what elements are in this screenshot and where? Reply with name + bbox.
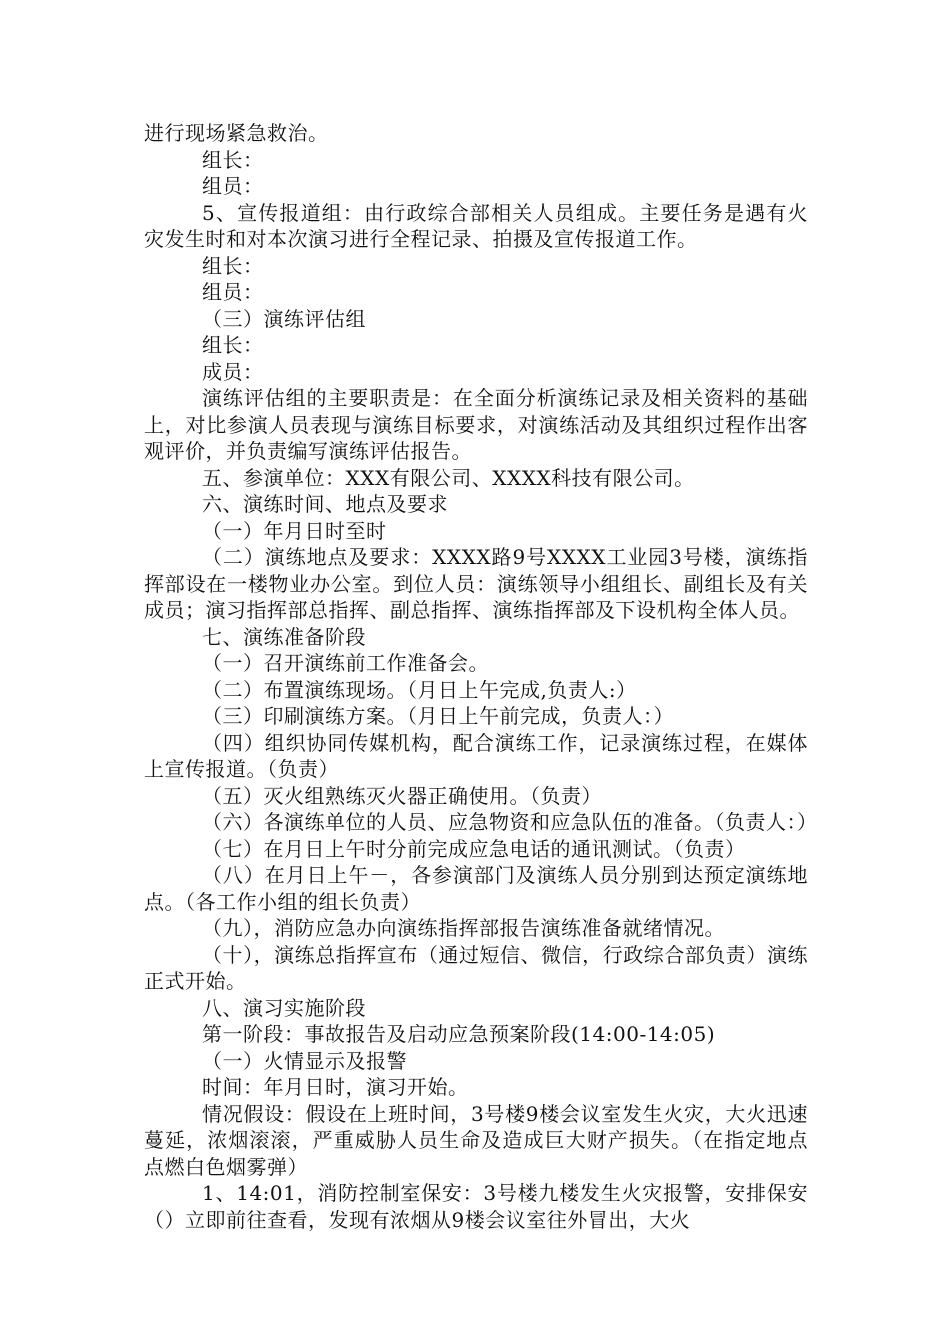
- paragraph: 时间：年月日时，演习开始。: [202, 1075, 469, 1099]
- paragraph: （九），消防应急办向演练指挥部报告演练准备就绪情况。: [202, 916, 725, 940]
- paragraph: 组员：: [202, 174, 264, 198]
- paragraph: （一）火情显示及报警: [202, 1048, 407, 1073]
- paragraph: 组长：: [202, 147, 264, 172]
- paragraph: 5、宣传报道组：由行政综合部相关人员组成。主要任务是遇有火灾发生时和对本次演习进行全程记录、拍摄及宣传报道工作。: [144, 200, 808, 251]
- paragraph: 五、参演单位：XXX有限公司、XXXX科技有限公司。: [202, 465, 695, 490]
- paragraph: （三）演练评估组: [202, 306, 366, 331]
- paragraph: （七）在月日上午时分前完成应急电话的通讯测试。（负责）: [202, 836, 746, 861]
- paragraph: 第一阶段：事故报告及启动应急预案阶段(14:00-14:05): [202, 1022, 716, 1046]
- paragraph: （三）印刷演练方案。（月日上午前完成，负责人：）: [202, 704, 674, 728]
- paragraph: （二）布置演练现场。（月日上午完成,负责人:）: [202, 677, 637, 702]
- paragraph: （六）各演练单位的人员、应急物资和应急队伍的准备。（负责人：）: [202, 810, 818, 834]
- paragraph: （八）在月日上午－，各参演部门及演练人员分别到达预定演练地点。（各工作小组的组长负责）: [144, 863, 808, 914]
- paragraph: （一）召开演练前工作准备会。: [202, 651, 489, 675]
- paragraph: 组员：: [202, 280, 264, 304]
- paragraph: 情况假设：假设在上班时间，3号楼9楼会议室发生火灾，大火迅速蔓延，浓烟滚滚，严重威胁人员生命及造成巨大财产损失。（在指定地点点燃白色烟雾弹）: [144, 1101, 808, 1179]
- paragraph: 组长：: [202, 253, 264, 278]
- paragraph: 七、演练准备阶段: [202, 624, 366, 649]
- paragraph: （四）组织协同传媒机构，配合演练工作，记录演练过程，在媒体上宣传报道。（负责）: [144, 730, 808, 781]
- paragraph: 六、演练时间、地点及要求: [202, 492, 448, 516]
- paragraph: 1、14:01，消防控制室保安：3号楼九楼发生火灾报警，安排保安（）立即前往查看，发现有浓烟从9楼会议室往外冒出，大火: [144, 1181, 808, 1232]
- paragraph: （十），演练总指挥宣布（通过短信、微信，行政综合部负责）演练正式开始。: [144, 942, 808, 993]
- document-body: [144, 120, 818, 1233]
- paragraph: 组长：: [202, 333, 264, 357]
- paragraph: （一）年月日时至时: [202, 518, 387, 543]
- paragraph: 演练评估组的主要职责是：在全面分析演练记录及相关资料的基础上，对比参演人员表现与演练目标要求，对演练活动及其组织过程作出客观评价，并负责编写演练评估报告。: [144, 386, 808, 463]
- paragraph: （五）灭火组熟练灭火器正确使用。（负责）: [202, 783, 602, 808]
- paragraph: 进行现场紧急救治。: [144, 121, 329, 145]
- paragraph: 成员：: [202, 359, 264, 384]
- paragraph: （二）演练地点及要求：XXXX路9号XXXX工业园3号楼，演练指挥部设在一楼物业办公室。到位人员：演练领导小组组长、副组长及有关成员；演习指挥部总指挥、副总指挥、演练指挥部及下设机构全体人员。: [144, 545, 808, 622]
- paragraph: 八、演习实施阶段: [202, 995, 366, 1020]
